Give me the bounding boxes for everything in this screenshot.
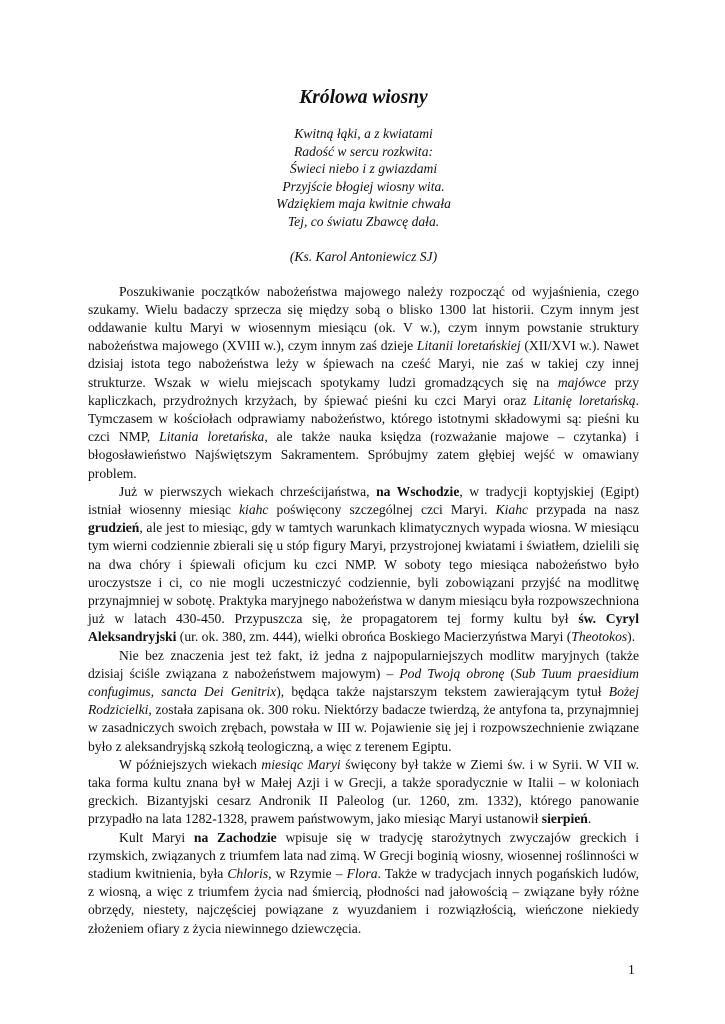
document-page — [88, 84, 639, 938]
body-text — [88, 283, 639, 938]
italic-text: Litania loretańska — [159, 429, 265, 445]
bold-text: na Wschodzie — [376, 483, 460, 499]
text-run: ), będąca także najstarszym tekstem zawierającym tytuł — [276, 684, 609, 700]
poem-line: Tej, co światu Zbawcę dała. — [287, 213, 440, 229]
text-run: , ale także nauka księdza (rozważanie majowe – czytanka) i błogosławieństwo Najświętszym Sakramentem. Spróbujmy zatem głębiej wejść w omawiany problem. — [88, 429, 639, 481]
text-run: Poszukiwanie początków nabożeństwa majowego należy rozpocząć od wyjaśnienia, czego szukamy. Wielu badaczy sprzecza się między sobą o blisko 1300 lat historii. Czym innym jest oddawanie kultu Maryi w wiosennym miesiącu (ok. V w.), czym innym powstanie struktury nabożeństwa majowego (XVIII w.), czym innym zaś dzieje — [88, 283, 639, 354]
poem-line: Świeci niebo i z gwiazdami — [289, 161, 438, 177]
poem-line: Przyjście błogiej wiosny wita. — [282, 178, 445, 194]
italic-text: miesiąc Maryi — [261, 756, 341, 772]
text-run: ( — [504, 665, 516, 681]
italic-text: kiahc — [239, 502, 269, 517]
text-run: . — [587, 811, 592, 827]
poem-line: Wdziękiem maja kwitnie chwała — [276, 196, 451, 212]
text-run: wpisuje się w tradycję starożytnych zwyczajów greckich i rzymskich, związanych z triumfem lata nad zimą. W Grecji boginią wiosny, wiosennej roślinności w stadium kwitnienia, była — [88, 829, 639, 882]
text-run: (XII/XVI w.). Nawet dzisiaj istota tego nabożeństwa leży w śpiewach na cześć Maryi, nie zaś w takiej czy innej strukturze. Wszak w wielu miejscach spotykamy ludzi gromadzących się na — [88, 338, 639, 390]
bold-text: na Zachodzie — [193, 829, 277, 845]
poem-stanza — [88, 125, 639, 231]
text-run: poświęcony szczególnej czci Maryi. — [268, 502, 496, 517]
text-run: W późniejszych wiekach — [119, 756, 262, 772]
italic-text: Flora — [346, 866, 378, 882]
bold-text: sierpień — [541, 811, 588, 827]
text-run: , w Rzymie – — [268, 866, 347, 882]
text-run: ). — [627, 629, 636, 645]
italic-text: Pod Twoją obronę — [399, 665, 505, 681]
text-run: przy kapliczkach, przydrożnych krzyżach, by śpiewać pieśni ku czci Maryi oraz — [88, 374, 639, 408]
italic-text: Litanii loretańskiej — [416, 338, 521, 354]
poem-author: (Ks. Karol Antoniewicz SJ) — [289, 248, 438, 264]
document-title: Królowa wiosny — [299, 87, 428, 108]
text-run: (ur. ok. 380, zm. 444), wielki obrońca Boskiego Macierzyństwa Maryi ( — [176, 629, 572, 645]
italic-text: Litanię loretańską — [533, 392, 636, 408]
italic-text: Kiahc — [495, 502, 529, 517]
paragraph — [88, 283, 639, 483]
poem-line: Radość w sercu rozkwita: — [293, 143, 434, 159]
text-run: Nie bez znaczenia jest też fakt, iż jedna z najpopularniejszych modlitw maryjnych (także dzisiaj ściśle związana z nabożeństwem majowym) – — [88, 647, 639, 681]
poem-line: Kwitną łąki, a z kwiatami — [294, 126, 433, 141]
text-run: przypada na nasz — [528, 502, 640, 517]
text-run: , została zapisana ok. 300 roku. Niektórzy badacze twierdzą, że antyfona ta, przynajmniej w zasadniczych swoich zrębach, powstała w III w. Pojawienie się jej i rozpowszechnienie związane było z aleksandryjską szkołą teologiczną, a więc z terenem Egiptu. — [88, 702, 639, 754]
text-run: , w tradycji koptyjskiej (Egipt) istniał wiosenny miesiąc — [88, 483, 639, 517]
italic-text: Theotokos — [571, 629, 628, 645]
bold-text: grudzień — [88, 520, 140, 536]
italic-text: majówce — [557, 374, 607, 390]
text-run: . Także w tradycjach innych pogańskich ludów, z wiosną, a więc z triumfem życia nad śmiercią, płodności nad jałowością – związane były różne obrzędy, niestety, najczęściej powiązane z wyuzdaniem i rozwiązłością, wieńczone niekiedy złożeniem ofiary z życia niewinnego dziewczęcia. — [88, 866, 639, 936]
text-run: święcony był także w Ziemi św. i w Syrii. W VII w. taka forma kultu znana był w Małej Azji i w Grecji, a także sporadycznie w Italii – w koloniach greckich. Bizantyjski cesarz Andronik II Paleolog (ur. 1260, zm. 1332), którego panowanie przypadło na lata 1282-1328, prawem państwowym, jako miesiąc Maryi ustanowił — [88, 756, 639, 827]
page-number: 1 — [628, 962, 635, 977]
paragraph — [88, 829, 639, 938]
paragraph — [88, 756, 639, 829]
text-run: Już w pierwszych wiekach chrześcijaństwa, — [119, 483, 377, 499]
bold-text: św. Cyryl Aleksandryjski — [88, 611, 640, 645]
italic-text: Bożej Rodzicielki — [88, 684, 639, 718]
text-run: Kult Maryi — [119, 829, 194, 845]
italic-text: Chloris — [227, 866, 269, 882]
text-run: . Tymczasem w kościołach odprawiamy nabożeństwo, którego istotnymi składowymi są: pieśni ku czci NMP, — [88, 392, 639, 445]
paragraph — [88, 483, 639, 647]
italic-text: Sub Tuum praesidium confugimus, sancta Dei Genitrix — [88, 665, 639, 700]
text-run: , ale jest to miesiąc, gdy w tamtych warunkach klimatycznych wypada wiosna. W miesiącu tym wierni codziennie zbierali się u stóp figury Maryi, przystrojonej kwiatami i światłem, dzielili się na dwa chóry i śpiewali oficjum ku czci NMP. W soboty tego miesiąca nabożeństwo było uroczystsze i ci, co nie mogli uczestniczyć codziennie, byli zobowiązani przyjść na modlitwę przynajmniej w sobotę. Praktyka maryjnego nabożeństwa w danym miesiącu była rozpowszechniona już w latach 430-450. Przypuszcza się, że propagatorem tej formy kultu był — [88, 520, 639, 627]
paragraph — [88, 647, 639, 756]
